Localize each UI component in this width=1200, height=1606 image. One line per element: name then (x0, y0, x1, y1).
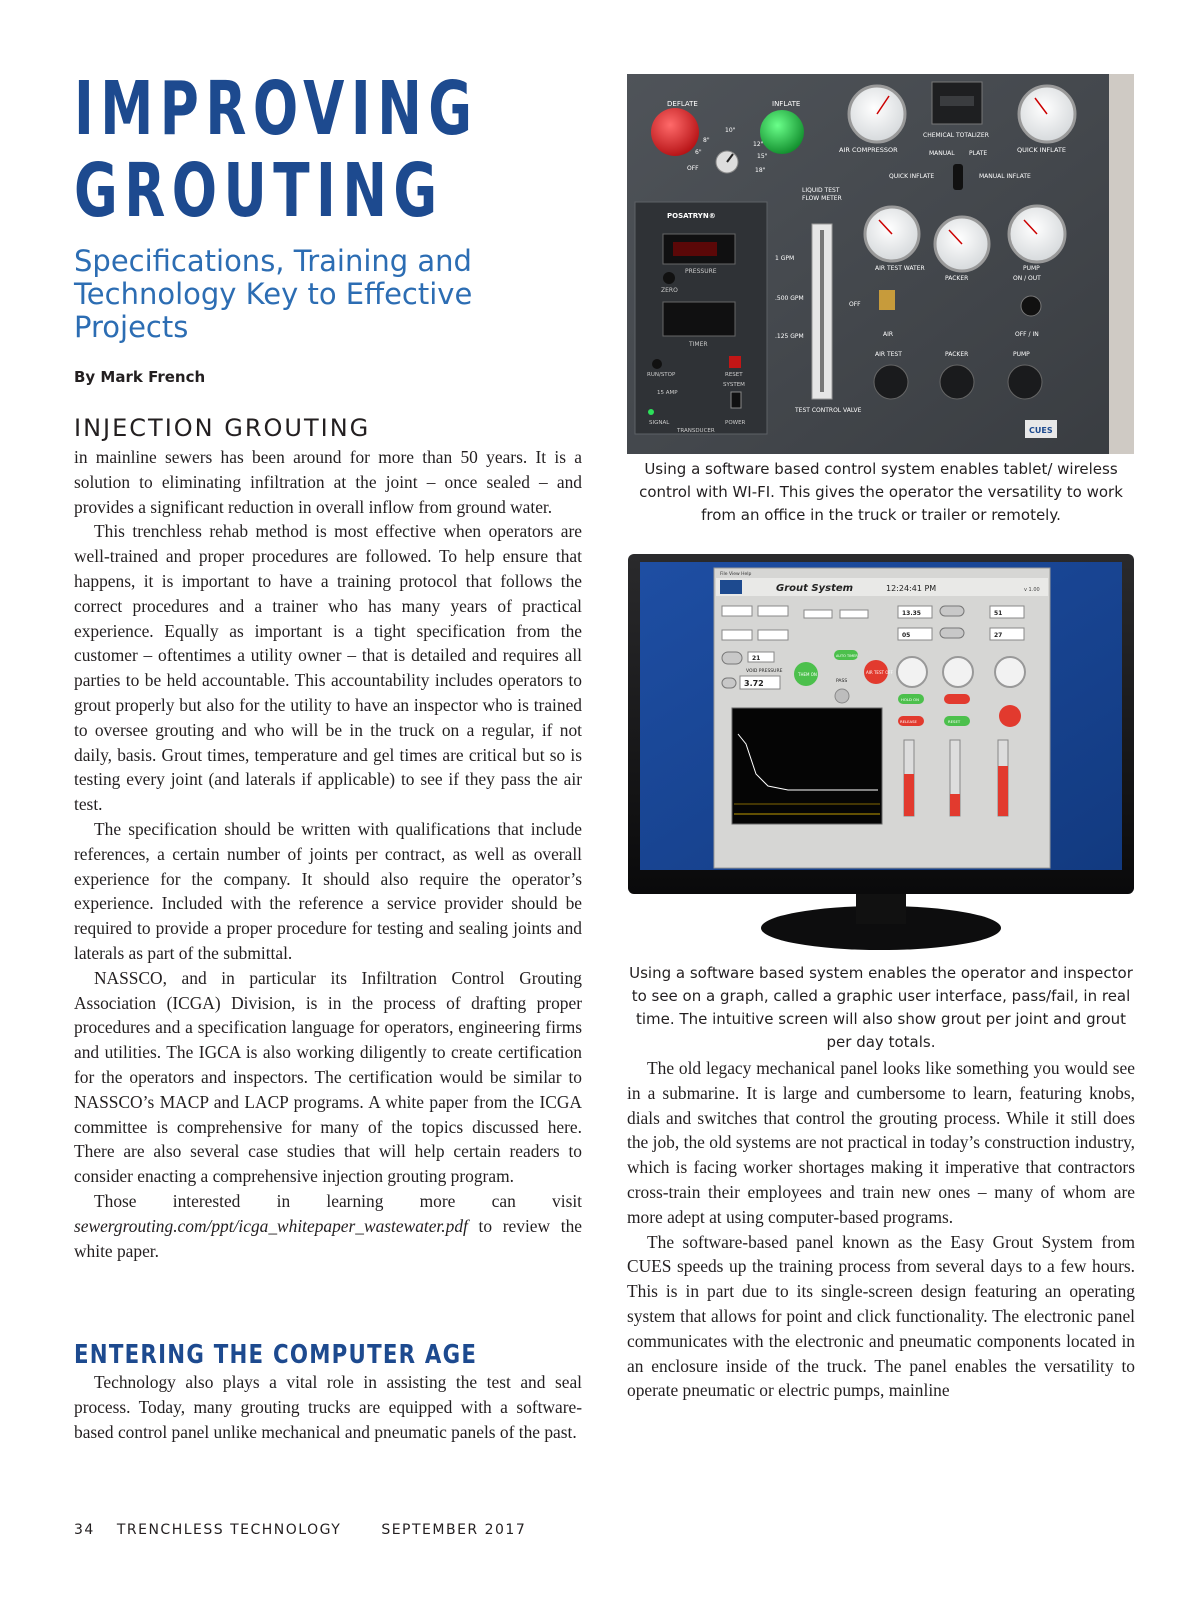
section-heading-computer-age: ENTERING THE COMPUTER AGE (74, 1340, 478, 1370)
label-flow-meter: FLOW METER (802, 195, 842, 202)
label-off-valve: OFF (849, 301, 861, 308)
label-on-out: ON / OUT (1013, 275, 1041, 282)
label-run-stop: RUN/STOP (647, 372, 676, 378)
label-off-in: OFF / IN (1015, 331, 1039, 338)
pump-gauge-screen (995, 657, 1025, 687)
air-water-valve[interactable] (879, 290, 895, 310)
label-air-test: AIR TEST (875, 351, 902, 358)
section-heading-injection-grouting: INJECTION GROUTING (74, 414, 371, 442)
paragraph: The old legacy mechanical panel looks like something you would see in a submarine. It is large and cumbersome to learn, featuring knobs, dials and switches that control the grouting process. While it still does the job, the old systems are not practical in today’s construction industry, which is facing worker shortages making it imperative that contractors cross-train their employees and train new ones – many of whom are more adept at using computer-based programs. (627, 1058, 1135, 1227)
label-dial-12: 12" (753, 141, 764, 148)
label-power: POWER (725, 420, 746, 426)
label-air: AIR (883, 331, 894, 338)
pressure-graph (732, 708, 882, 824)
label-pressure: PRESSURE (685, 268, 717, 275)
pump-off-button[interactable] (999, 705, 1021, 727)
label-amp: 15 AMP (657, 390, 678, 396)
reset-button-1[interactable] (940, 606, 964, 616)
label-quick-inflate: QUICK INFLATE (889, 173, 935, 180)
label-pump: PUMP (1023, 265, 1040, 272)
run-stop-button[interactable] (652, 359, 662, 369)
pass-label: PASS (836, 679, 848, 684)
label-posatryn: POSATRYN® (667, 212, 716, 220)
article-headline (74, 68, 478, 232)
issue-date: SEPTEMBER 2017 (381, 1522, 527, 1538)
app-title: Grout System (776, 583, 854, 594)
paragraph: in mainline sewers has been around for more than 50 years. It is a solution to eliminating infiltration at the joint – once sealed – and provides a significant reduction in overall inflow from ground water. (74, 447, 582, 517)
label-manual: MANUAL (929, 150, 955, 157)
label-packer: PACKER (945, 275, 969, 282)
control-panel-photo (627, 74, 1134, 454)
packer-pressure-gauge (897, 657, 927, 687)
label-inflate: INFLATE (772, 100, 801, 108)
label-off: OFF (687, 165, 699, 172)
label-packer-bottom: PACKER (945, 351, 969, 358)
logo-text: CUES (1029, 426, 1053, 435)
paragraph: Technology also plays a vital role in assisting the test and seal process. Today, many grouting trucks are equipped with a software-based control panel unlike mechanical and pneumatic panels of the past. (74, 1372, 582, 1442)
label-transducer: TRANSDUCER (677, 428, 715, 434)
page-footer (74, 1522, 526, 1538)
label-signal: SIGNAL (649, 420, 670, 426)
air-test-regulator-knob[interactable] (874, 365, 908, 399)
software-monitor-photo (628, 554, 1134, 954)
screen-value-1: 13.35 (902, 610, 921, 617)
paragraph-whitepaper (74, 1189, 582, 1263)
magazine-name: TRENCHLESS TECHNOLOGY (116, 1522, 342, 1538)
label-quick-inflate-top: QUICK INFLATE (1017, 146, 1066, 154)
app-clock: 12:24:41 PM (886, 584, 937, 593)
air-test-off-label: AIR TEST OFF (866, 670, 893, 675)
label-reset: RESET (725, 372, 743, 378)
label-dial-15: 15" (757, 153, 768, 160)
packer-regulator-knob[interactable] (940, 365, 974, 399)
grout-off-button[interactable] (944, 694, 970, 704)
paragraph: NASSCO, and in particular its Infiltration Control Grouting Association (ICGA) Division, is in the process of drafting proper procedures and a specification language for operators, engineering firms and utilities. The IGCA is also working diligently to create certification for the operators and inspectors. The certification would be similar to NASSCO’s MACP and LACP programs. A white paper from the ICGA committee is comprehensive for many of the topics discussed here. There are also several case studies that will help certain readers to consider enacting a comprehensive injection grouting program. (74, 967, 582, 1187)
deflate-button[interactable] (651, 108, 699, 156)
zero-button[interactable] (663, 272, 675, 284)
whitepaper-link[interactable]: sewergrouting.com/ppt/icga_whitepaper_wastewater.pdf (74, 1215, 468, 1236)
label-gpm-1: 1 GPM (775, 255, 795, 262)
label-air-test-water: AIR TEST WATER (875, 265, 925, 272)
pump-switch[interactable] (1021, 296, 1041, 316)
label-dial-8: 8" (703, 137, 710, 144)
label-dial-6: 6" (695, 149, 702, 156)
inflate-button[interactable] (760, 110, 804, 154)
them-on-label: THEM ON (798, 672, 817, 677)
paragraph: This trenchless rehab method is most effective when operators are well-trained and proper procedures are followed. To help ensure that happens, it is important to have a training protocol that follows the correct procedures and a trainer who has many years of practical experience. Equally as important is a tight specification from the customer – oftentimes a utility owner – that is detailed and requires all parties to be held accountable. This accountability includes operators to grout properly but also for the utility to have an inspector who is trained to oversee grouting and who will be in the truck on a regular, if not daily, basis. Grout times, temperature and gel times are critical but so is testing every joint (and laterals if applicable) to see if they pass the air test. (74, 521, 582, 815)
screen-value-3: 51 (994, 610, 1003, 617)
section1-body (74, 445, 582, 1263)
hold-on-label: HOLD ON (901, 697, 919, 702)
label-liquid-test: LIQUID TEST (802, 187, 840, 194)
label-air-compressor: AIR COMPRESSOR (839, 146, 898, 154)
label-system: SYSTEM (723, 382, 745, 388)
timer-display (663, 302, 735, 336)
link-post-text: to review the white paper. (74, 1215, 582, 1261)
screen-value-2: 05 (902, 632, 911, 639)
screen-value-4: 27 (994, 632, 1003, 639)
label-timer: TIMER (689, 341, 708, 348)
paragraph: The specification should be written with qualifications that include references, a certain number of joints per contract, as well as overall experience for the company. It should also require the operator’s experience. Included with the reference a service provider should be required to provide a proper procedure for testing and sealing joints and laterals as part of the submittal. (74, 818, 582, 963)
screen-value-5: 21 (752, 655, 761, 662)
label-manual-inflate: MANUAL INFLATE (979, 173, 1031, 180)
label-dial-18: 18" (755, 167, 766, 174)
pass-indicator (835, 689, 849, 703)
label-gpm-2: .500 GPM (775, 295, 804, 302)
label-chemical-totalizer: CHEMICAL TOTALIZER (923, 132, 989, 139)
caption-photo-1: Using a software based control system enables tablet/ wireless control with WI-FI. This gives the operator the versatility to work from an office in the truck or trailer or remotely. (639, 460, 1123, 524)
article-subtitle: Specifications, Training and Technology Key to Effective Projects (74, 244, 473, 344)
caption-photo-2: Using a software based system enables the operator and inspector to see on a graph, called a graphic user interface, pass/fail, in real time. The intuitive screen will also show grout per joint and grout per day totals. (629, 964, 1133, 1051)
app-logo (720, 580, 742, 594)
label-plate: PLATE (969, 150, 988, 157)
void-pressure-label: VOID PRESSURE (746, 669, 783, 674)
power-switch[interactable] (731, 392, 741, 408)
void-pressure-value: 3.72 (744, 679, 764, 688)
label-pump-bottom: PUMP (1013, 351, 1030, 358)
headline-line-1: IMPROVING (74, 66, 479, 152)
section2-body (74, 1370, 582, 1444)
right-column-body (627, 1056, 1135, 1403)
grout-button[interactable] (722, 652, 742, 664)
page-number: 34 (74, 1522, 95, 1538)
pump-regulator-knob[interactable] (1008, 365, 1042, 399)
paragraph: The software-based panel known as the Easy Grout System from CUES speeds up the training process from several days to a few hours. This is in part due to its single-screen design featuring an operating system that allows for point and click functionality. The electronic panel communicates with the electronic and pneumatic components located in an enclosure inside of the truck. The panel enables the versatility to operate pneumatic or electric pumps, mainline (627, 1231, 1135, 1401)
reset-button[interactable] (729, 356, 741, 368)
byline: By Mark French (74, 368, 206, 386)
label-gpm-3: .125 GPM (775, 333, 804, 340)
app-menu[interactable]: File View Help (720, 572, 752, 577)
auto-timer-label: AUTO TIMER (836, 654, 858, 658)
link-pre-text: Those interested in learning more can visit (94, 1190, 582, 1211)
label-zero: ZERO (661, 287, 678, 294)
label-dial-10: 10" (725, 127, 736, 134)
control-panel-illustration (627, 74, 1134, 454)
release-label: RELEASE (900, 719, 917, 724)
sleeve-flow-gauge (943, 657, 973, 687)
label-deflate: DEFLATE (667, 100, 698, 108)
headline-line-2: GROUTING (74, 148, 444, 234)
app-version: v 1.00 (1024, 587, 1040, 593)
label-test-control-valve: TEST CONTROL VALVE (795, 407, 862, 414)
monitor-illustration (628, 554, 1134, 954)
reset-button-2[interactable] (940, 628, 964, 638)
reset-green-label: RESET (948, 719, 961, 724)
void-button[interactable] (722, 678, 736, 688)
inflate-selector-lever[interactable] (953, 164, 963, 190)
